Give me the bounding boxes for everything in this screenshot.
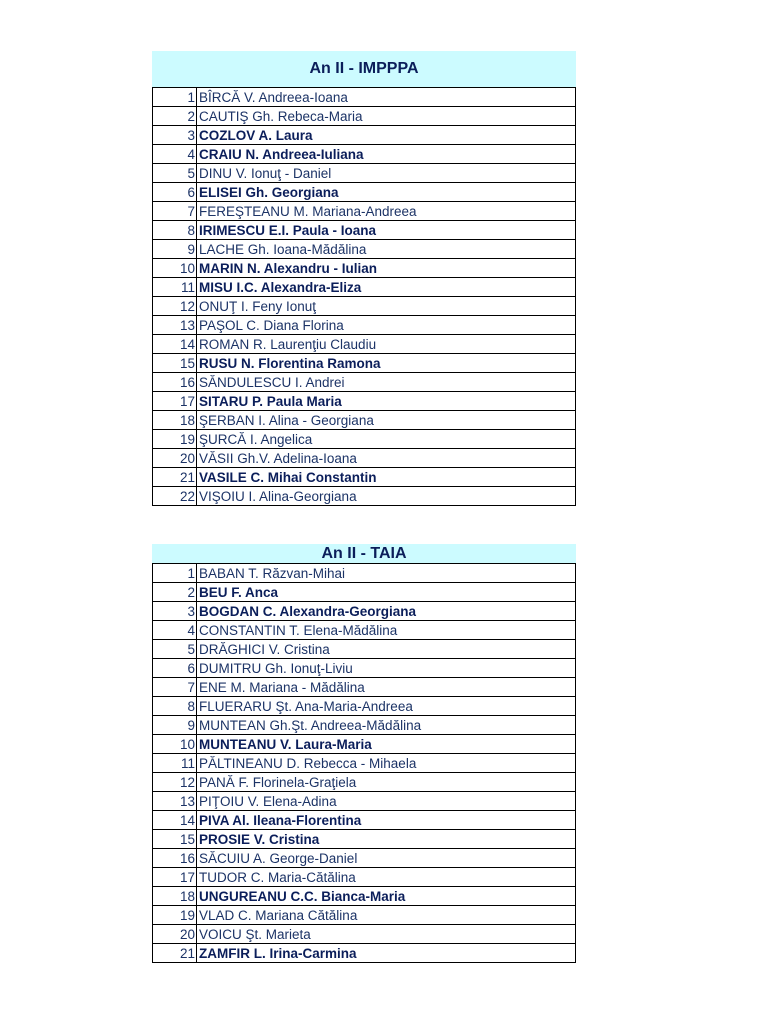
table-row [153, 430, 576, 449]
table-row [153, 411, 576, 430]
row-number: 6 [153, 659, 197, 678]
table-row [153, 354, 576, 373]
table-row [153, 583, 576, 602]
table-row [153, 944, 576, 963]
student-name: ZAMFIR L. Irina-Carmina [197, 944, 576, 963]
row-number: 2 [153, 107, 197, 126]
table-row [153, 773, 576, 792]
student-name: BABAN T. Răzvan-Mihai [197, 564, 576, 583]
table-row [153, 697, 576, 716]
table-row [153, 659, 576, 678]
student-name: SITARU P. Paula Maria [197, 392, 576, 411]
row-number: 7 [153, 202, 197, 221]
row-number: 19 [153, 430, 197, 449]
group-title: An II - TAIA [152, 544, 576, 563]
row-number: 8 [153, 697, 197, 716]
row-number: 20 [153, 925, 197, 944]
student-name: PIŢOIU V. Elena-Adina [197, 792, 576, 811]
row-number: 9 [153, 240, 197, 259]
student-name: UNGUREANU C.C. Bianca-Maria [197, 887, 576, 906]
student-name: CAUTIŞ Gh. Rebeca-Maria [197, 107, 576, 126]
table-row [153, 259, 576, 278]
row-number: 13 [153, 316, 197, 335]
table-row [153, 487, 576, 506]
table-row [153, 88, 576, 107]
student-name: VASILE C. Mihai Constantin [197, 468, 576, 487]
row-number: 10 [153, 735, 197, 754]
row-number: 21 [153, 944, 197, 963]
student-name: ŞURCĂ I. Angelica [197, 430, 576, 449]
table-row [153, 887, 576, 906]
student-name: DUMITRU Gh. Ionuţ-Liviu [197, 659, 576, 678]
row-number: 16 [153, 373, 197, 392]
table-row [153, 297, 576, 316]
table-row [153, 145, 576, 164]
student-name: ŞERBAN I. Alina - Georgiana [197, 411, 576, 430]
student-name: BEU F. Anca [197, 583, 576, 602]
row-number: 8 [153, 221, 197, 240]
row-number: 5 [153, 164, 197, 183]
table-row [153, 716, 576, 735]
table-row [153, 564, 576, 583]
student-name: SĂCUIU A. George-Daniel [197, 849, 576, 868]
student-name: PĂLTINEANU D. Rebecca - Mihaela [197, 754, 576, 773]
row-number: 1 [153, 88, 197, 107]
student-name: DINU V. Ionuţ - Daniel [197, 164, 576, 183]
table-row [153, 811, 576, 830]
table-row [153, 906, 576, 925]
student-name: PROSIE V. Cristina [197, 830, 576, 849]
student-name: VIŞOIU I. Alina-Georgiana [197, 487, 576, 506]
student-name: PANĂ F. Florinela-Graţiela [197, 773, 576, 792]
table-row [153, 868, 576, 887]
table-row [153, 202, 576, 221]
row-number: 11 [153, 754, 197, 773]
row-number: 12 [153, 773, 197, 792]
group-title: An II - IMPPPA [152, 51, 576, 87]
row-number: 20 [153, 449, 197, 468]
row-number: 9 [153, 716, 197, 735]
group-impppa [152, 51, 576, 506]
row-number: 18 [153, 411, 197, 430]
row-number: 2 [153, 583, 197, 602]
student-name: MUNTEAN Gh.Şt. Andreea-Mădălina [197, 716, 576, 735]
row-number: 4 [153, 145, 197, 164]
row-number: 22 [153, 487, 197, 506]
row-number: 14 [153, 335, 197, 354]
student-name: PIVA Al. Ileana-Florentina [197, 811, 576, 830]
student-table [152, 87, 576, 506]
table-row [153, 183, 576, 202]
table-row [153, 107, 576, 126]
table-row [153, 373, 576, 392]
table-row [153, 849, 576, 868]
student-name: VOICU Şt. Marieta [197, 925, 576, 944]
table-row [153, 621, 576, 640]
student-name: MARIN N. Alexandru - Iulian [197, 259, 576, 278]
table-row [153, 278, 576, 297]
table-row [153, 316, 576, 335]
student-name: IRIMESCU E.I. Paula - Ioana [197, 221, 576, 240]
student-name: FEREŞTEANU M. Mariana-Andreea [197, 202, 576, 221]
student-name: PAŞOL C. Diana Florina [197, 316, 576, 335]
student-name: ELISEI Gh. Georgiana [197, 183, 576, 202]
student-name: VLAD C. Mariana Cătălina [197, 906, 576, 925]
row-number: 3 [153, 126, 197, 145]
row-number: 10 [153, 259, 197, 278]
student-name: TUDOR C. Maria-Cătălina [197, 868, 576, 887]
row-number: 11 [153, 278, 197, 297]
table-row [153, 335, 576, 354]
student-table [152, 563, 576, 963]
row-number: 16 [153, 849, 197, 868]
student-name: FLUERARU Şt. Ana-Maria-Andreea [197, 697, 576, 716]
table-row [153, 925, 576, 944]
table-row [153, 830, 576, 849]
student-name: COZLOV A. Laura [197, 126, 576, 145]
table-row [153, 678, 576, 697]
student-name: SĂNDULESCU I. Andrei [197, 373, 576, 392]
student-name: ONUŢ I. Feny Ionuţ [197, 297, 576, 316]
student-name: DRĂGHICI V. Cristina [197, 640, 576, 659]
student-name: CONSTANTIN T. Elena-Mădălina [197, 621, 576, 640]
row-number: 19 [153, 906, 197, 925]
student-name: LACHE Gh. Ioana-Mădălina [197, 240, 576, 259]
row-number: 14 [153, 811, 197, 830]
table-row [153, 240, 576, 259]
table-row [153, 126, 576, 145]
row-number: 18 [153, 887, 197, 906]
student-name: BÎRCĂ V. Andreea-Ioana [197, 88, 576, 107]
table-row [153, 221, 576, 240]
row-number: 12 [153, 297, 197, 316]
student-name: MISU I.C. Alexandra-Eliza [197, 278, 576, 297]
row-number: 7 [153, 678, 197, 697]
table-row [153, 735, 576, 754]
student-name: CRAIU N. Andreea-Iuliana [197, 145, 576, 164]
student-name: RUSU N. Florentina Ramona [197, 354, 576, 373]
student-name: ROMAN R. Laurenţiu Claudiu [197, 335, 576, 354]
table-row [153, 602, 576, 621]
student-name: BOGDAN C. Alexandra-Georgiana [197, 602, 576, 621]
student-name: MUNTEANU V. Laura-Maria [197, 735, 576, 754]
table-row [153, 392, 576, 411]
student-name: ENE M. Mariana - Mădălina [197, 678, 576, 697]
table-row [153, 468, 576, 487]
row-number: 3 [153, 602, 197, 621]
row-number: 21 [153, 468, 197, 487]
table-row [153, 754, 576, 773]
group-taia [152, 544, 576, 963]
row-number: 17 [153, 868, 197, 887]
row-number: 5 [153, 640, 197, 659]
row-number: 17 [153, 392, 197, 411]
table-row [153, 164, 576, 183]
row-number: 13 [153, 792, 197, 811]
table-row [153, 449, 576, 468]
table-row [153, 640, 576, 659]
row-number: 1 [153, 564, 197, 583]
table-row [153, 792, 576, 811]
row-number: 15 [153, 354, 197, 373]
student-name: VĂSII Gh.V. Adelina-Ioana [197, 449, 576, 468]
row-number: 4 [153, 621, 197, 640]
row-number: 15 [153, 830, 197, 849]
row-number: 6 [153, 183, 197, 202]
